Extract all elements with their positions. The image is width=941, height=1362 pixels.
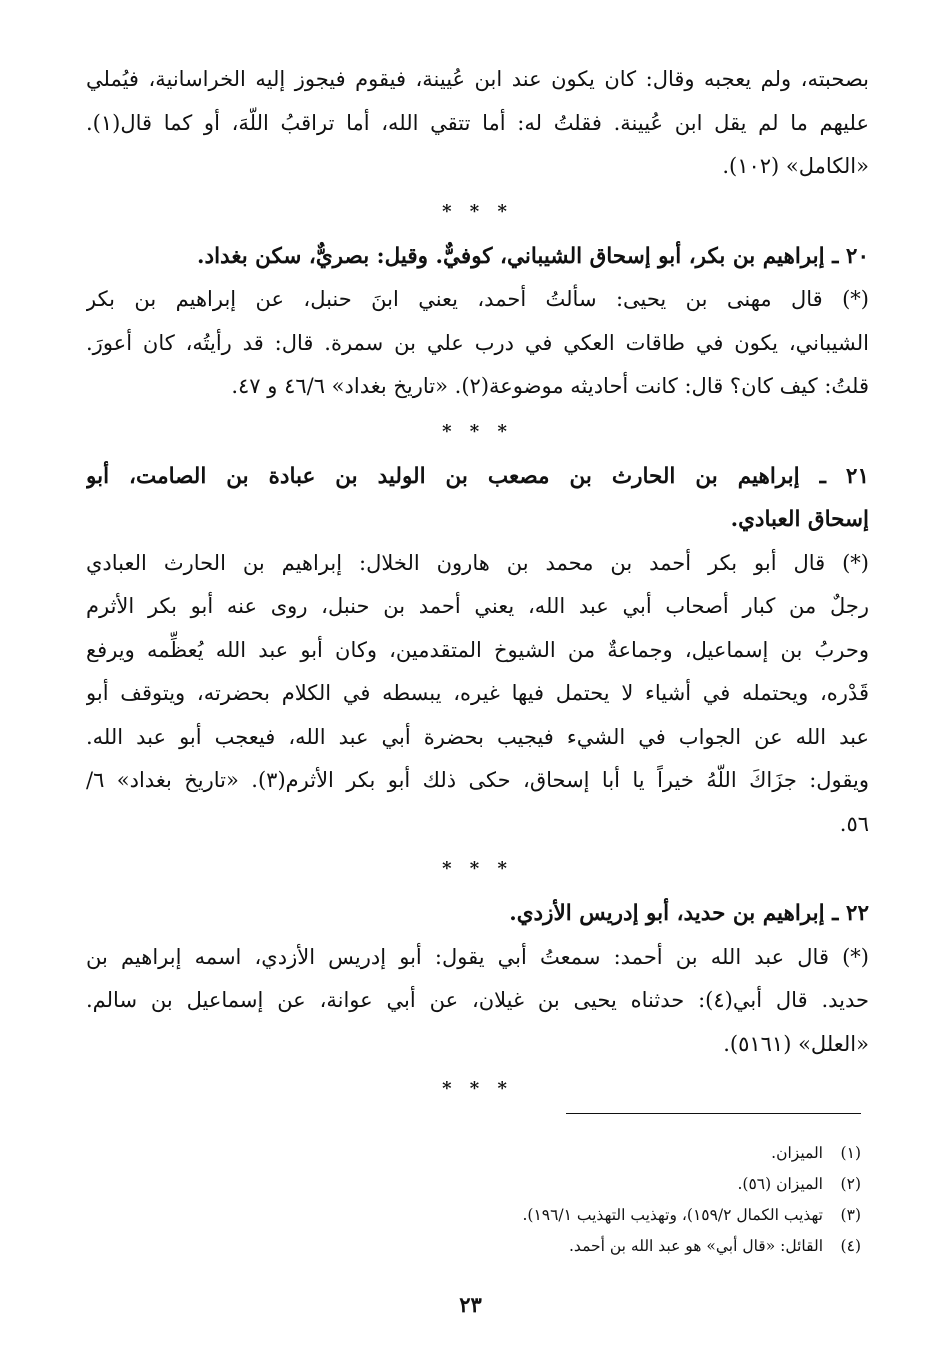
footnote xyxy=(81,1138,861,1169)
text-line: «الكامل» (١٠٢). xyxy=(722,154,869,178)
footnote xyxy=(81,1231,861,1262)
text-line: ويقول: جزَاكَ اللّهُ خيراً يا أبا إسحاق، حكى ذلك أبو بكر الأثرم(٣). «تاريخ بغداد» ٦/ xyxy=(86,768,869,792)
entry-21-heading xyxy=(86,455,869,542)
footnote-rule xyxy=(566,1113,861,1114)
text-line: عليهم ما لم يقل ابن عُيينة. فقلتُ له: أما تتقي الله، أما تراقبُ اللّهَ، أو كما قال(١). xyxy=(86,110,869,135)
text-line: (*) قال مهنى بن يحيى: سألتُ أحمد، يعني ابنَ حنبل، عن إبراهيم بن بكر xyxy=(86,287,869,311)
footnote-number: (٣) xyxy=(840,1206,861,1224)
footnote-text: تهذيب الكمال ١٥٩/٢)، وتهذيب التهذيب ١٩٦/١). xyxy=(522,1206,823,1224)
footnote-number: (١) xyxy=(840,1144,861,1162)
entry-20-heading xyxy=(86,235,869,279)
text-line: حديد. قال أبي(٤): حدثناه يحيى بن غيلان، عن أبي عوانة، عن إسماعيل بن سالم. xyxy=(86,988,869,1012)
footnote-number: (٤) xyxy=(840,1237,861,1255)
text-line: رجلٌ من كبار أصحاب أبي عبد الله، يعني أحمد بن حنبل، روى عنه أبو بكر الأثرم xyxy=(86,594,869,618)
text-line: وحربُ بن إسماعيل، وجماعةٌ من الشيوخ المتقدمين، وكان أبو عبد الله يُعظِّمه ويرفع xyxy=(86,637,869,662)
heading-line: إسحاق العبادي. xyxy=(730,507,869,532)
footnote xyxy=(81,1200,861,1231)
entry-22-heading xyxy=(86,892,869,936)
entry-22-body xyxy=(86,936,869,1067)
heading-line: ٢٢ ـ إبراهيم بن حديد، أبو إدريس الأزدي. xyxy=(509,901,869,926)
text-line: الشيباني، يكون في طاقات العكي في درب علي بن سمرة. قال: قد رأيتُه، كان أعورَ. xyxy=(86,330,869,355)
text-line: قَدْره، ويحتمله في أشياء لا يحتمل فيها غيره، يبسطه في الكلام بحضرته، ويتوقف أبو xyxy=(86,681,869,705)
footnote-text: الميزان (٥٦). xyxy=(737,1175,823,1193)
text-line: قلتُ: كيف كان؟ قال: كانت أحاديثه موضوعة(٢). «تاريخ بغداد» ٤٦/٦ و ٤٧. xyxy=(231,374,869,398)
page-number: ٢٣ xyxy=(459,1292,482,1317)
text-line: (*) قال أبو بكر أحمد بن محمد بن هارون الخلال: إبراهيم بن الحارث العبادي xyxy=(86,550,869,575)
footnote-text: القائل: «قال أبي» هو عبد الله بن أحمد. xyxy=(569,1237,823,1255)
section-separator: * * * xyxy=(442,420,513,442)
footnote-number: (٢) xyxy=(840,1175,861,1193)
entry-20-body xyxy=(86,278,869,409)
text-line: «العلل» (٥١٦١). xyxy=(723,1031,869,1056)
text-line: بصحبته، ولم يعجبه وقال: كان يكون عند ابن عُيينة، فيقوم فيجوز إليه الخراسانية، فيُملي xyxy=(86,67,869,91)
section-separator: * * * xyxy=(442,200,513,222)
text-line: (*) قال عبد الله بن أحمد: سمعتُ أبي يقول: أبو إدريس الأزدي، اسمه إبراهيم بن xyxy=(86,944,869,969)
section-separator: * * * xyxy=(442,858,513,879)
text-line: ٥٦. xyxy=(839,811,869,836)
section-separator: * * * xyxy=(442,1078,513,1099)
entry-19-tail xyxy=(86,58,869,189)
footnotes xyxy=(81,1138,861,1262)
text-line: عبد الله عن الجواب في الشيء فيجيب بحضرة أبي عبد الله، فيعجب أبو عبد الله. xyxy=(86,724,869,749)
footnote xyxy=(81,1169,861,1200)
heading-line: ٢١ ـ إبراهيم بن الحارث بن مصعب بن الوليد بن عبادة بن الصامت، أبو xyxy=(86,463,869,489)
footnote-text: الميزان. xyxy=(771,1144,823,1162)
heading-line: ٢٠ ـ إبراهيم بن بكر، أبو إسحاق الشيباني، كوفيٌّ. وقيل: بصريٌّ، سكن بغداد. xyxy=(197,243,869,269)
entry-21-body xyxy=(86,542,869,847)
